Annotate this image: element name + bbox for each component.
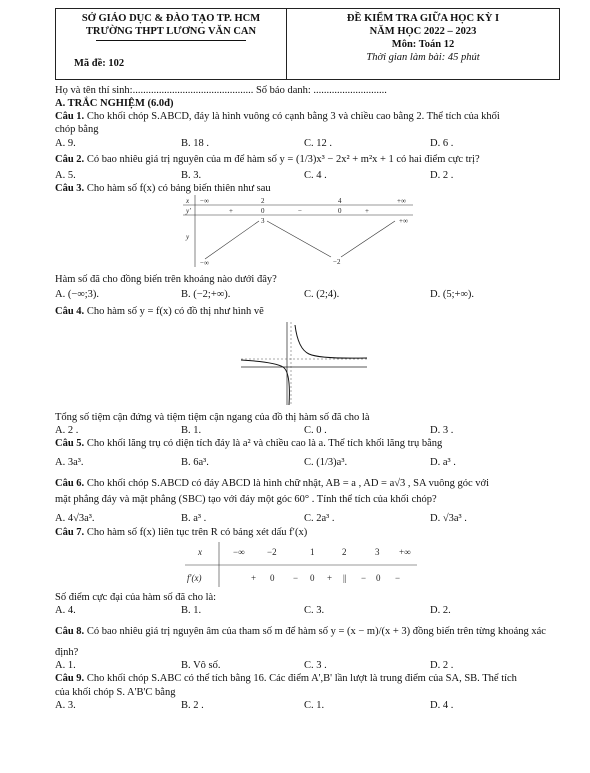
exam-code: Mã đề: 102 (74, 58, 125, 69)
q9-label: Câu 9. (55, 673, 85, 685)
school-name: TRƯỜNG THPT LƯƠNG VĂN CAN (85, 26, 257, 38)
svg-text:y: y (186, 233, 190, 241)
st-sign-6: − (361, 572, 367, 583)
q1-option-b[interactable]: B. 18 . (181, 137, 210, 149)
q8-label: Câu 8. (55, 626, 85, 637)
q3-label: Câu 3. (55, 182, 85, 194)
q3-option-c[interactable]: C. (2;4). (304, 289, 340, 301)
q1-label: Câu 1. (55, 111, 85, 123)
school-year: NĂM HỌC 2022 – 2023 (369, 26, 477, 38)
q5-option-c[interactable]: C. (1/3)a³. (304, 457, 348, 468)
q7-option-c[interactable]: C. 3. (304, 604, 325, 616)
question-6 (55, 477, 560, 525)
header-right (287, 9, 559, 79)
st-x-3: 2 (342, 546, 347, 557)
exam-header (55, 8, 560, 80)
st-fp-label: f′(x) (187, 572, 202, 583)
q4-option-b[interactable]: B. 1. (181, 424, 202, 436)
exam-page (55, 8, 560, 712)
st-x-label: x (198, 546, 202, 557)
function-graph (55, 319, 560, 407)
graph-curve-right (295, 325, 367, 358)
q6-label: Câu 6. (55, 478, 85, 490)
q7-question: Số điểm cực đại của hàm số đã cho là: (55, 591, 217, 603)
q8-option-d[interactable]: D. 2 . (430, 660, 454, 672)
q5-label: Câu 5. (55, 437, 85, 449)
q2-label: Câu 2. (55, 153, 85, 165)
st-sign-7: 0 (376, 572, 381, 583)
q3-question: Hàm số đã cho đồng biến trên khoảng nào dưới đây? (55, 274, 277, 286)
vt-x-2: 4 (338, 197, 342, 205)
q5-options (55, 456, 560, 469)
vt-y-bot-1: −2 (333, 258, 341, 266)
q7-option-b[interactable]: B. 1. (181, 604, 202, 616)
question-1 (55, 110, 560, 149)
q3-options (55, 288, 560, 301)
vt-yp-1: 0 (261, 207, 265, 215)
question-2 (55, 153, 560, 182)
variation-table (55, 195, 560, 269)
st-x-5: +∞ (399, 546, 411, 557)
vt-y-top-1: +∞ (399, 217, 408, 225)
q5-option-b[interactable]: B. 6a³. (181, 457, 209, 468)
q4-option-c[interactable]: C. 0 . (304, 424, 327, 436)
svg-text:x: x (186, 197, 190, 205)
st-x-1: −2 (267, 546, 277, 557)
q1-option-c[interactable]: C. 12 . (304, 137, 333, 149)
q2-options (55, 169, 560, 182)
q5-option-a[interactable]: A. 3a³. (55, 457, 84, 468)
question-5 (55, 437, 560, 469)
q1-text2: chóp bằng (55, 124, 99, 136)
q7-label: Câu 7. (55, 526, 85, 538)
vt-y-bot-0: −∞ (200, 259, 209, 267)
q7-option-a[interactable]: A. 4. (55, 604, 76, 616)
department-name: SỞ GIÁO DỤC & ĐÀO TẠO TP. HCM (81, 13, 261, 24)
st-x-0: −∞ (233, 546, 245, 557)
time-limit: Thời gian làm bài: 45 phút (366, 52, 480, 64)
q9-text: Cho khối chóp S.ABC có thể tích bằng 16. Các điểm A',B' lần lượt là trung điểm của SA, SB. Thể tích (86, 673, 517, 685)
st-sign-0: + (251, 572, 257, 583)
st-x-4: 3 (375, 546, 380, 557)
st-sign-3: 0 (310, 572, 315, 583)
q7-text: Cho hàm số f(x) liên tục trên R có bảng xét dấu f′(x) (86, 526, 308, 538)
q5-option-d[interactable]: D. a³ . (430, 457, 456, 468)
st-sign-5: || (343, 572, 347, 583)
q7-option-d[interactable]: D. 2. (430, 604, 451, 616)
q2-option-b[interactable]: B. 3. (181, 169, 202, 181)
q4-option-d[interactable]: D. 3 . (430, 424, 454, 436)
vt-y-top-0: 3 (261, 217, 265, 225)
vt-x-1: 2 (261, 197, 265, 205)
q3-option-a[interactable]: A. (−∞;3). (55, 289, 100, 301)
vt-x-3: +∞ (397, 197, 406, 205)
student-info-line: Họ và tên thí sinh:.............................................. Số báo danh: ............................ (55, 85, 387, 96)
q1-option-d[interactable]: D. 6 . (430, 137, 454, 149)
st-sign-4: + (327, 572, 333, 583)
school-underline (96, 40, 246, 41)
q6-option-c[interactable]: C. 2a³ . (304, 513, 335, 525)
question-4 (55, 305, 560, 437)
vt-arrow-down (267, 221, 331, 257)
q6-option-d[interactable]: D. √3a³ . (430, 513, 467, 525)
q7-options (55, 604, 560, 617)
st-sign-1: 0 (270, 572, 275, 583)
vt-yp-4: + (365, 207, 369, 215)
q9-text2: của khối chóp S. A'B'C bằng (55, 686, 176, 698)
q4-question: Tổng số tiệm cận đứng và tiệm tiệm cận ngang của đồ thị hàm số đã cho là (55, 411, 370, 423)
vt-yp-0: + (229, 207, 233, 215)
q9-options (55, 699, 560, 712)
sign-table (55, 539, 560, 587)
q3-text: Cho hàm số f(x) có bảng biến thiên như sau (86, 182, 271, 194)
st-sign-8: − (395, 572, 401, 583)
question-7 (55, 526, 560, 618)
q2-option-d[interactable]: D. 2 . (430, 169, 454, 181)
q8-option-b[interactable]: B. Vô số. (181, 660, 221, 672)
q6-options (55, 512, 560, 525)
q8-option-c[interactable]: C. 3 . (304, 660, 327, 672)
question-8 (55, 625, 560, 672)
q6-option-a[interactable]: A. 4√3a³. (55, 513, 95, 525)
q4-label: Câu 4. (55, 306, 85, 318)
vt-yp-2: − (298, 207, 302, 215)
q9-option-d[interactable]: D. 4 . (430, 699, 454, 711)
header-left (56, 9, 287, 79)
q6-option-b[interactable]: B. a³ . (181, 513, 207, 525)
q2-text: Có bao nhiêu giá trị nguyên của m để hàm số y = (1/3)x³ − 2x² + m²x + 1 có hai điểm cực trị? (86, 153, 480, 165)
q9-option-a[interactable]: A. 3. (55, 699, 76, 711)
svg-text:y': y' (186, 207, 191, 215)
q9-option-b[interactable]: B. 2 . (181, 699, 204, 711)
vt-yp-3: 0 (338, 207, 342, 215)
q2-option-c[interactable]: C. 4 . (304, 169, 327, 181)
q8-options (55, 659, 560, 672)
q4-options (55, 424, 560, 437)
q9-option-c[interactable]: C. 1. (304, 699, 325, 711)
q8-text2: định? (55, 647, 79, 659)
exam-title: ĐỀ KIỂM TRA GIỮA HỌC KỲ I (346, 13, 500, 24)
q4-option-a[interactable]: A. 2 . (55, 424, 79, 436)
q8-option-a[interactable]: A. 1. (55, 660, 76, 672)
q3-option-d[interactable]: D. (5;+∞). (430, 289, 475, 301)
vt-arrow-up-1 (205, 221, 259, 259)
q1-option-a[interactable]: A. 9. (55, 137, 76, 149)
q6-text: Cho khối chóp S.ABCD có đáy ABCD là hình chữ nhật, AB = a , AD = a√3 , SA vuông góc với (86, 478, 489, 490)
vt-x-0: −∞ (200, 197, 209, 205)
q5-text: Cho khối lăng trụ có diện tích đáy là a² và chiều cao là a. Thể tích khối lăng trụ bằng (86, 437, 443, 449)
q1-text: Cho khối chóp S.ABCD, đáy là hình vuông có cạnh bằng 3 và chiều cao bằng 2. Thể tích của khối (86, 111, 500, 123)
q1-options (55, 137, 560, 150)
vt-arrow-up-2 (341, 221, 395, 257)
subject: Môn: Toán 12 (391, 39, 455, 51)
q2-option-a[interactable]: A. 5. (55, 169, 76, 181)
q8-text: Có bao nhiêu giá trị nguyên âm của tham số m để hàm số y = (x − m)/(x + 3) đồng biến trên từng khoảng xác (86, 626, 546, 637)
question-3 (55, 182, 560, 302)
question-9 (55, 672, 560, 711)
st-x-2: 1 (310, 546, 315, 557)
st-sign-2: − (293, 572, 299, 583)
section-title: A. TRẮC NGHIỆM (6.0đ) (55, 98, 174, 110)
q6-text2: mặt phẳng đáy và mặt phẳng (SBC) tạo với đáy một góc 60° . Tính thể tích của khối chóp? (55, 494, 437, 506)
q3-option-b[interactable]: B. (−2;+∞). (181, 289, 231, 301)
q4-text: Cho hàm số y = f(x) có đồ thị như hình vẽ (86, 306, 264, 318)
